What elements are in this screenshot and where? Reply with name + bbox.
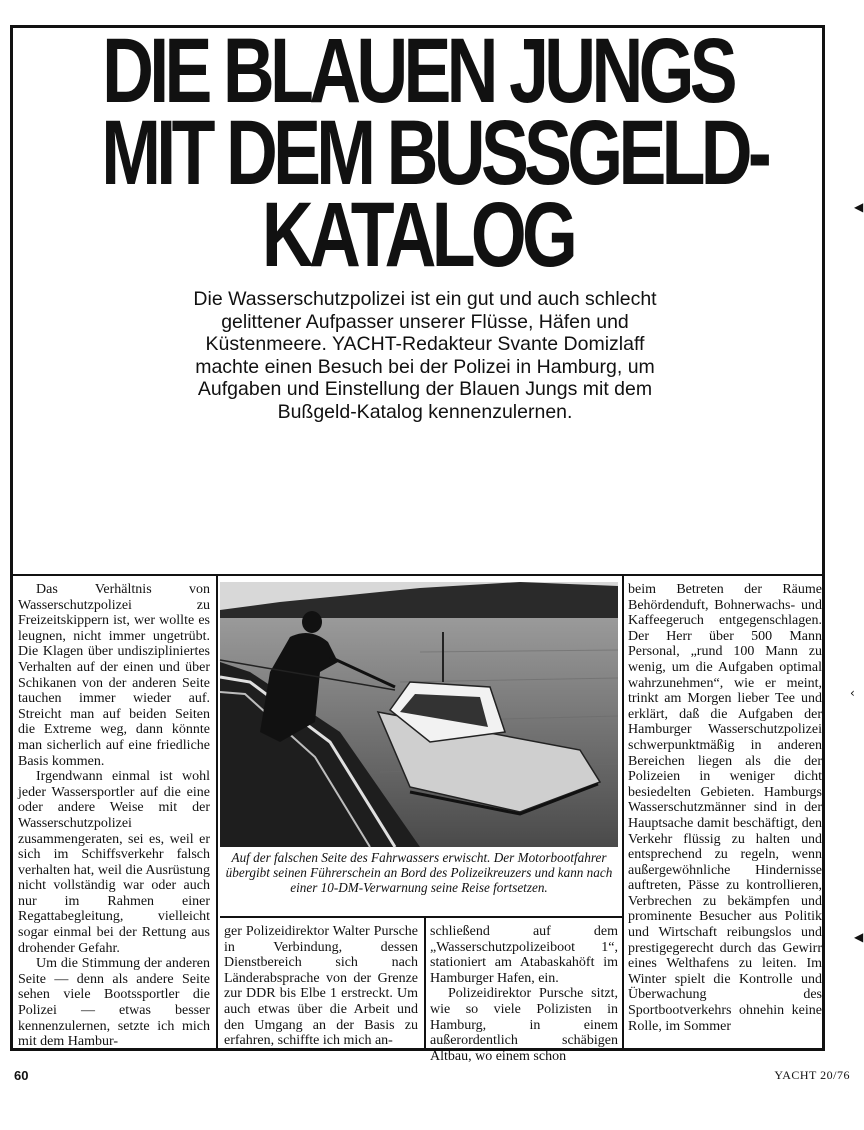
article-headline — [101, 20, 768, 286]
text-column-2 — [224, 924, 418, 1048]
column-1-paragraph-3: Um die Stimmung der anderen Seite — denn als andere Seite sehen viele Bootssportler die Polizei — etwas besser kennenzulernen, setzte ich mich mit dem Hambur- — [18, 956, 210, 1050]
edge-mark-icon: ◀ — [854, 200, 864, 214]
text-column-3 — [430, 924, 618, 1064]
column-rule-2 — [622, 576, 624, 1048]
column-rule-3 — [424, 918, 426, 1048]
column-1-paragraph-1: Das Verhältnis von Wasserschutzpolizei zu Freizeitskippern ist, wer wollte es leugnen, nicht immer ungetrübt. Die Klagen über undiszipliniertes Verhalten auf der einen und über Schikanen von der anderen Seite tauchen immer wieder auf. Streicht man auf beiden Seiten die Extreme weg, dann könnte man sicherlich auf eine friedliche Basis kommen. — [18, 582, 210, 769]
text-column-4 — [628, 582, 822, 1048]
column-1-paragraph-2: Irgendwann einmal ist wohl jeder Wassersportler auf die eine oder andere Weise mit der Wasserschutzpolizei zusammengeraten, sei es, weil er sich im Schiffsverkehr falsch verhalten hat, weil die Ausrüstung nicht vollständig war oder auch nur im Rahmen einer Regattabegleitung, vielleicht sogar einmal bei der Rettung aus drohender Gefahr. — [18, 769, 210, 956]
issue-label: YACHT 20/76 — [774, 1068, 850, 1082]
column-4-paragraph-1: beim Betreten der Räume Behördenduft, Bohnerwachs- und Kaffeegeruch entgegenschlagen. Der Herr über 500 Mann Personal, „rund 100 Mann zu wenig, um die Aufgaben optimal wahrzunehmen“, wie er meint, trinkt am Morgen lieber Tee und erklärt, daß die Aufgaben der Hamburger Wasserschutzpolizei schwerpunktmäßig in anderen Bereichen liegen als die der Polizeien in weniger dicht besiedelten Gebieten. Hamburgs Wasserschutzmänner sind in der Hauptsache damit beschäftigt, den Verkehr flüssig zu halten und entsprechend zu regeln, wenn außergewöhnliche Hindernisse auftreten, Pässe zu kontrollieren, Verbrechen zu bekämpfen und prominente Besucher aus Politik und Wirtschaft reibungslos und prestigegerecht durch das Gewirr eines Welthafens zu leiten. Im Winter spielt die Kontrolle und Überwachung des Sportbootverkehrs ohnehin keine Rolle, im Sommer — [628, 582, 822, 1034]
photo-caption: Auf der falschen Seite des Fahrwassers erwischt. Der Motorbootfahrer übergibt seinen Führerschein an Bord des Polizeikreuzers und kann nach einer 10-DM-Verwarnung seine Reise fortsetzen. — [225, 850, 613, 895]
rule-under-deck — [12, 574, 823, 576]
text-column-1 — [18, 582, 210, 1048]
headline-line-1: DIE BLAUEN JUNGS — [102, 20, 733, 122]
page-number: 60 — [14, 1068, 29, 1083]
column-rule-1 — [216, 576, 218, 1048]
column-3-paragraph-2: Polizeidirektor Pursche sitzt, wie so viele Polizisten in Hamburg, in einem außerordentlich schäbigen Altbau, wo einem schon — [430, 986, 618, 1064]
edge-mark-icon: ‹ — [850, 686, 855, 700]
article-photo — [220, 582, 618, 847]
rule-under-caption — [220, 916, 622, 918]
headline-line-2: MIT DEM BUSSGELD- — [101, 102, 768, 204]
column-2-paragraph-1: ger Polizeidirektor Walter Pursche in Verbindung, dessen Dienstbereich sich nach Länderabsprache von der Grenze zur DDR bis Elbe 1 erstreckt. Um auch etwas über die Arbeit und den Umgang an der Basis zu erfahren, schiffte ich mich an- — [224, 924, 418, 1049]
column-3-paragraph-1: schließend auf dem „Wasserschutzpolizeiboot 1“, stationiert am Atabaskahöft im Hamburger Hafen, ein. — [430, 924, 618, 986]
headline-line-3: KATALOG — [261, 184, 574, 286]
article-deck: Die Wasserschutzpolizei ist ein gut und auch schlecht gelittener Aufpasser unserer Flüsse, Häfen und Küstenmeere. YACHT-Redakteur Svante Domizlaff machte einen Besuch bei der Polizei in Hamburg, um Aufgaben und Einstellung der Blauen Jungs mit dem Bußgeld-Katalog kennenzulernen. — [193, 288, 657, 423]
edge-mark-icon: ◀ — [854, 930, 864, 944]
